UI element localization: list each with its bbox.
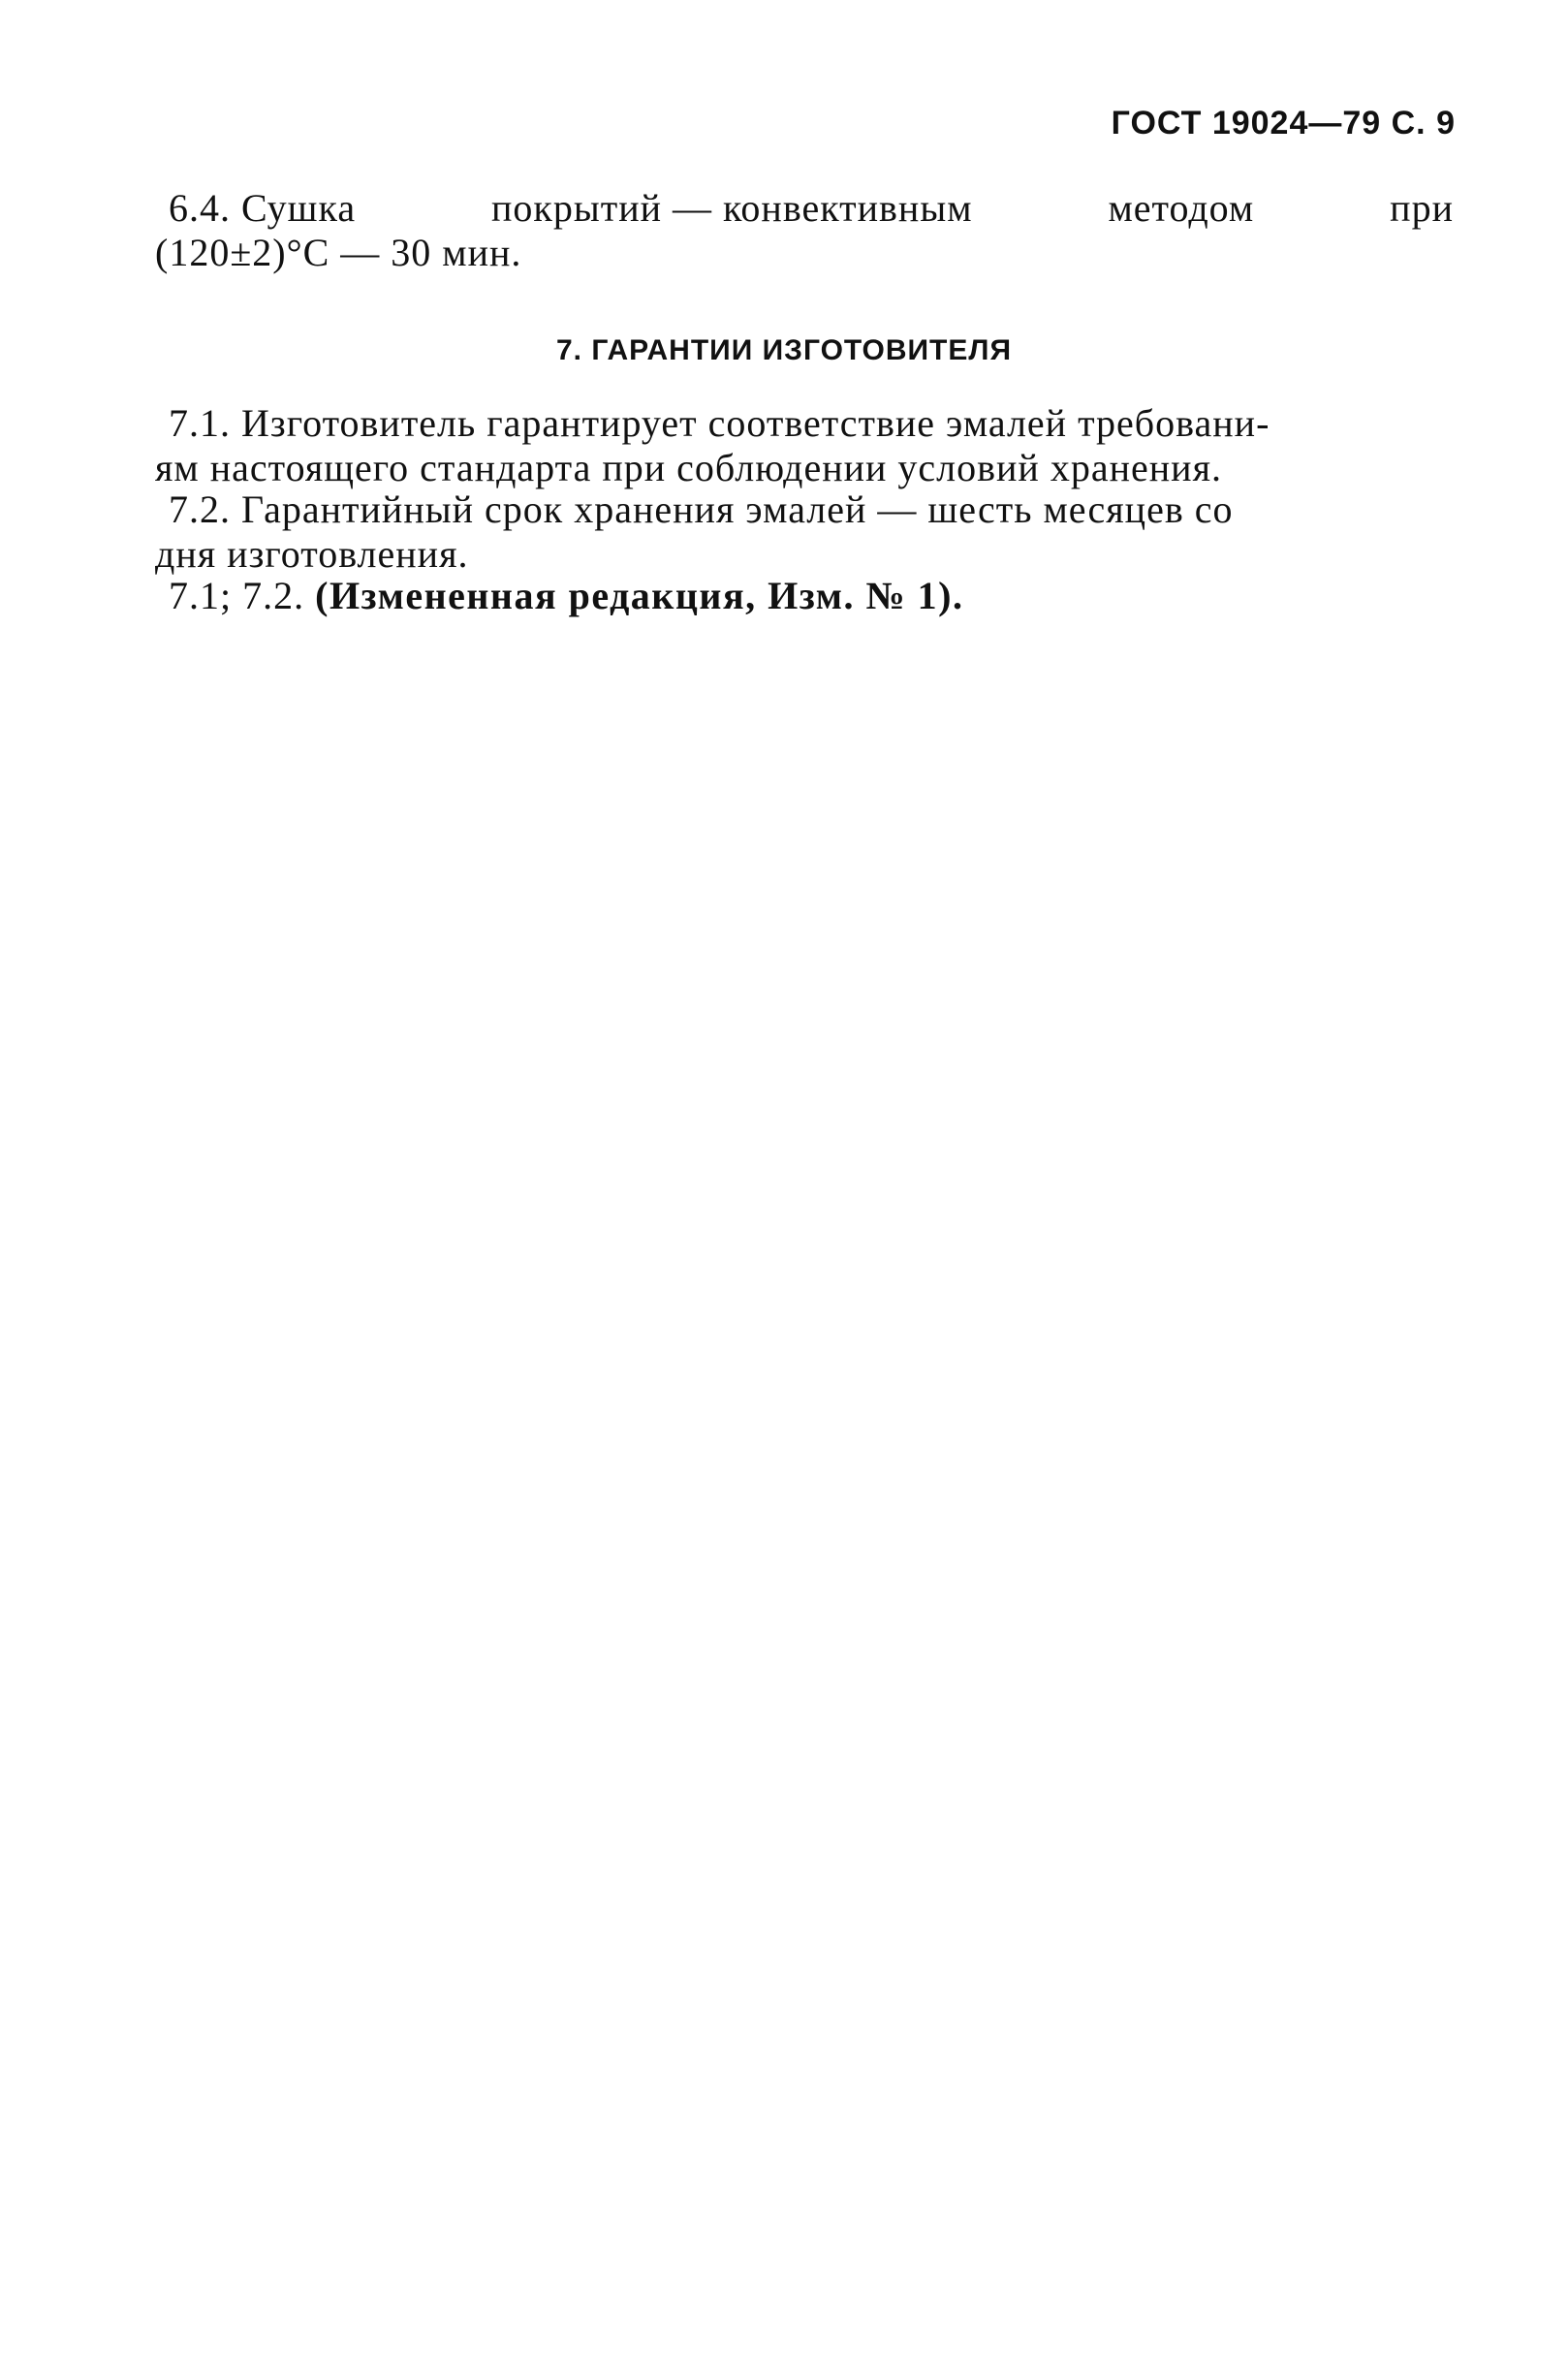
amendment-note-text: (Измененная редакция, Изм. № 1). (315, 574, 964, 617)
paragraph-7-1-line-2: ям настоящего стандарта при соблюдении условий хранения. (155, 446, 1222, 489)
word-group: 6.4. Сушка (169, 186, 357, 230)
paragraph-6-4-line-1 (155, 186, 1454, 231)
paragraph-7-1-line-1: 7.1. Изготовитель гарантирует соответствие эмалей требовани- (169, 401, 1270, 445)
amendment-note-line (155, 574, 1454, 618)
amendment-note (155, 574, 1454, 618)
paragraph-6-4 (155, 186, 1454, 275)
word-group: при (1390, 186, 1454, 230)
paragraph-7-2 (155, 487, 1454, 577)
paragraph-6-4-line-2: (120±2)°С — 30 мин. (155, 231, 522, 274)
amendment-note-prefix: 7.1; 7.2. (169, 574, 305, 617)
section-7-heading: 7. ГАРАНТИИ ИЗГОТОВИТЕЛЯ (555, 334, 1012, 366)
word-group: методом (1108, 186, 1255, 230)
word-group: покрытий — конвективным (491, 186, 973, 230)
running-header: ГОСТ 19024—79 С. 9 (1111, 105, 1456, 141)
paragraph-7-2-line-1: 7.2. Гарантийный срок хранения эмалей — шесть месяцев со (169, 487, 1234, 531)
paragraph-7-2-line-2: дня изготовления. (155, 532, 469, 576)
paragraph-7-1 (155, 401, 1454, 490)
